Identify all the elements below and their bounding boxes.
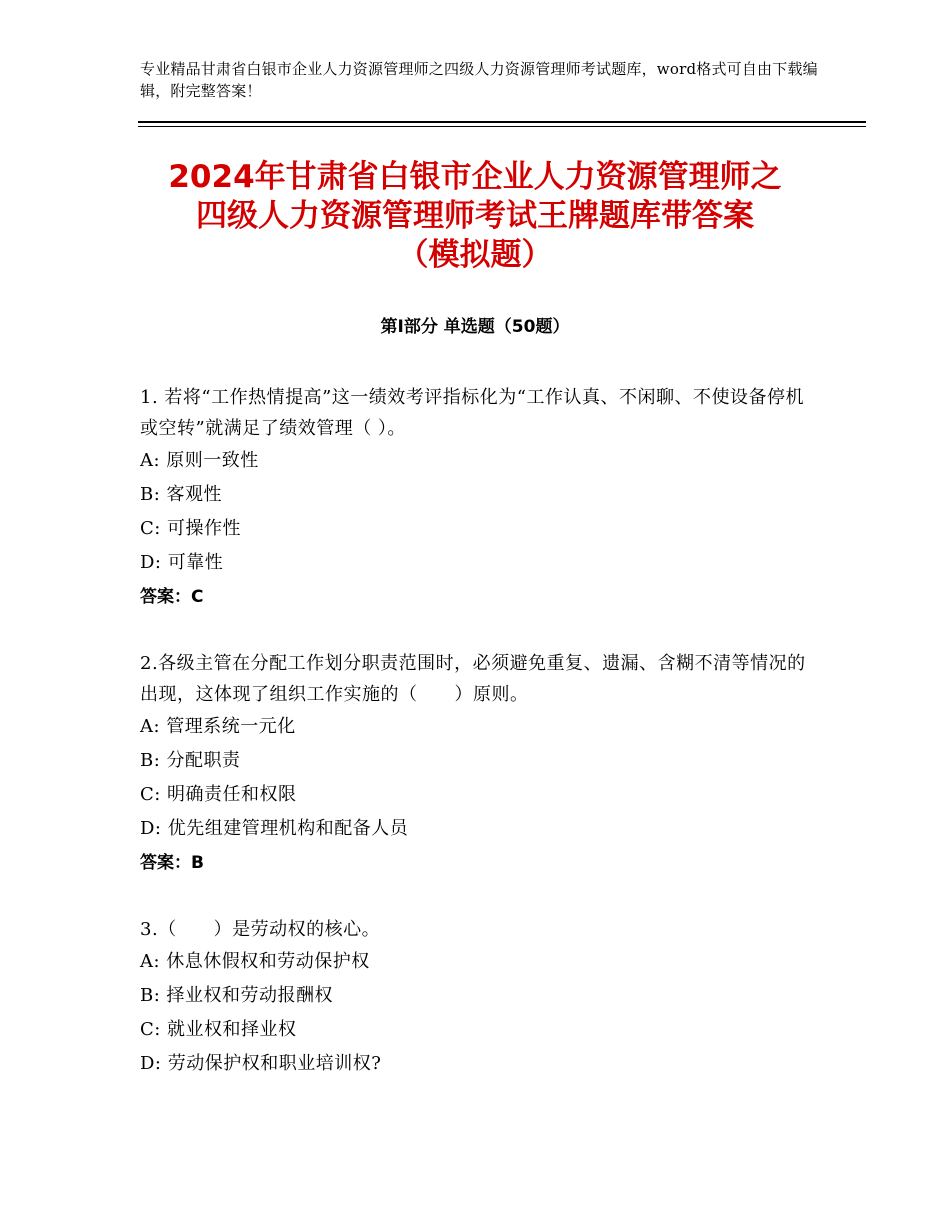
question-stem: 3.（ ）是劳动权的核心。 [140, 919, 381, 940]
option-d: D: 可靠性 [140, 552, 224, 573]
title-line-1: 2024年甘肃省白银市企业人力资源管理师之 [168, 159, 782, 195]
question-2 [140, 648, 820, 880]
option-a: A: 休息休假权和劳动保护权 [140, 951, 370, 972]
answer-label: 答案：B [140, 853, 204, 873]
option-c: C: 就业权和择业权 [140, 1019, 297, 1040]
answer-label: 答案：C [140, 587, 204, 607]
question-3 [140, 914, 820, 1081]
question-list [140, 382, 820, 1115]
option-d: D: 劳动保护权和职业培训权? [140, 1053, 382, 1074]
header-divider-thick [138, 121, 866, 123]
question-stem: 1. 若将“工作热情提高”这一绩效考评指标化为“工作认真、不闲聊、不使设备停机或空转”就满足了绩效管理（ ）。 [140, 387, 804, 439]
option-c: C: 明确责任和权限 [140, 784, 297, 805]
header-note: 专业精品甘肃省白银市企业人力资源管理师之四级人力资源管理师考试题库，word格式可自由下载编辑，附完整答案！ [140, 60, 818, 100]
option-d: D: 优先组建管理机构和配备人员 [140, 818, 409, 839]
header-divider-thin [138, 126, 866, 127]
option-b: B: 分配职责 [140, 750, 241, 771]
option-c: C: 可操作性 [140, 518, 242, 539]
question-stem: 2.各级主管在分配工作划分职责范围时，必须避免重复、遗漏、含糊不清等情况的出现，这体现了组织工作实施的（ ）原则。 [140, 653, 806, 705]
option-b: B: 择业权和劳动报酬权 [140, 985, 334, 1006]
option-b: B: 客观性 [140, 484, 223, 505]
option-a: A: 管理系统一元化 [140, 716, 296, 737]
title-line-2: 四级人力资源管理师考试王牌题库带答案 [196, 198, 754, 234]
title-line-3: （模拟题） [397, 237, 553, 273]
document-title [120, 158, 830, 275]
section-title: 第Ⅰ部分 单选题（50题） [380, 317, 570, 337]
question-1 [140, 382, 820, 614]
option-a: A: 原则一致性 [140, 450, 259, 471]
